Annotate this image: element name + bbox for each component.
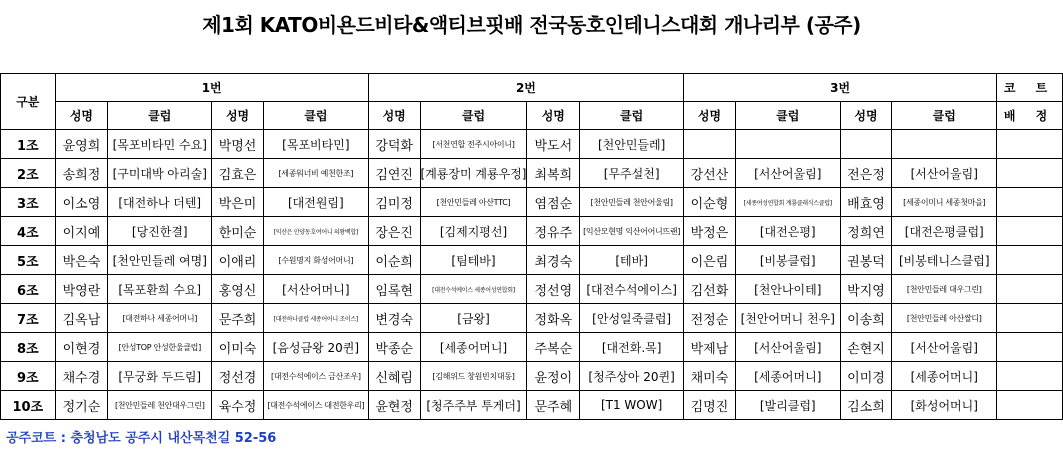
- name-column-header: 성명: [840, 102, 892, 130]
- player-club: [서산어울림]: [892, 159, 997, 188]
- player-name: 최경숙: [527, 246, 580, 275]
- player-name: 배효영: [840, 188, 892, 217]
- player-name: 이미숙: [212, 333, 264, 362]
- player-club: [천안민들레 천안대우그린]: [108, 391, 212, 420]
- player-club: [김제지평선]: [420, 217, 527, 246]
- player-club: [당진한결]: [108, 217, 212, 246]
- name-column-header: 성명: [212, 102, 264, 130]
- player-club: [서산어울림]: [892, 333, 997, 362]
- court-assignment-cell: [997, 217, 1063, 246]
- player-name: 채미숙: [684, 362, 736, 391]
- name-column-header: 성명: [527, 102, 580, 130]
- player-name: 정선경: [212, 362, 264, 391]
- player-name: 이순희: [368, 246, 420, 275]
- player-name: 김미정: [368, 188, 420, 217]
- player-club: [서산어머니]: [263, 275, 368, 304]
- player-club: [대전수석에이스 세종어성연합회]: [420, 275, 527, 304]
- player-name: 정희연: [840, 217, 892, 246]
- player-club: [무궁화 두드림]: [108, 362, 212, 391]
- club-column-header: 클럽: [108, 102, 212, 130]
- player-club: [목포비타민 수요]: [108, 130, 212, 159]
- name-column-header: 성명: [55, 102, 108, 130]
- player-club: [화성어머니]: [892, 391, 997, 420]
- player-club: [대전하나클럽 세종어어니 조이스]: [263, 304, 368, 333]
- player-name: 김선화: [684, 275, 736, 304]
- player-name: 염점순: [527, 188, 580, 217]
- player-club: [서산어울림]: [735, 159, 840, 188]
- court-assign-header: 코 트: [997, 74, 1063, 102]
- player-name: 임록현: [368, 275, 420, 304]
- player-name: 박은숙: [55, 246, 108, 275]
- table-row: [1, 246, 1063, 275]
- player-club: [천안민들레]: [580, 130, 684, 159]
- player-club: [테바]: [580, 246, 684, 275]
- player-name: 이은림: [684, 246, 736, 275]
- player-club: [안성TOP 안성한울클럽]: [108, 333, 212, 362]
- court-2-header: 2번: [368, 74, 683, 102]
- court-assignment-cell: [997, 362, 1063, 391]
- table-row: [1, 188, 1063, 217]
- court-assignment-cell: [997, 275, 1063, 304]
- group-label: 10조: [1, 391, 56, 420]
- player-club: [안성일죽클럽]: [580, 304, 684, 333]
- player-name: 변경숙: [368, 304, 420, 333]
- player-club: [세종이미니 세종첫마을]: [892, 188, 997, 217]
- group-label: 6조: [1, 275, 56, 304]
- player-club: [대전화.목]: [580, 333, 684, 362]
- player-name: 이현경: [55, 333, 108, 362]
- player-name: 육수정: [212, 391, 264, 420]
- player-club: [세종여성연합회 계룡클래식스클럽]: [735, 188, 840, 217]
- player-name: 장은진: [368, 217, 420, 246]
- player-name: 박제남: [684, 333, 736, 362]
- player-club: [천안민들레 아산쌀디]: [892, 304, 997, 333]
- court-address: 공주코트 : 충청남도 공주시 내산목천길 52-56: [6, 431, 277, 446]
- player-name: 정화옥: [527, 304, 580, 333]
- group-label: 7조: [1, 304, 56, 333]
- player-club: [무주설천]: [580, 159, 684, 188]
- player-name: 이송희: [840, 304, 892, 333]
- player-club: [음성금왕 20퀸]: [263, 333, 368, 362]
- player-club: [대전은평]: [735, 217, 840, 246]
- player-name: 이지예: [55, 217, 108, 246]
- player-name: 최복희: [527, 159, 580, 188]
- group-label: 1조: [1, 130, 56, 159]
- player-club: [대전원림]: [263, 188, 368, 217]
- player-club: [세종어머니]: [892, 362, 997, 391]
- club-column-header: 클럽: [735, 102, 840, 130]
- assign-header: 배 정: [997, 102, 1063, 130]
- player-name: 손현지: [840, 333, 892, 362]
- player-club: [천안민들레 대우그린]: [892, 275, 997, 304]
- player-club: [서산어울림]: [735, 333, 840, 362]
- name-column-header: 성명: [368, 102, 420, 130]
- player-name: 김옥남: [55, 304, 108, 333]
- player-name: 박종순: [368, 333, 420, 362]
- player-name: 문주혜: [527, 391, 580, 420]
- court-assignment-cell: [997, 188, 1063, 217]
- court-assignment-cell: [997, 246, 1063, 275]
- court-assignment-cell: [997, 130, 1063, 159]
- player-name: 홍영신: [212, 275, 264, 304]
- player-club: [천안민들레 아산TTC]: [420, 188, 527, 217]
- player-club: [천안민들레 여명]: [108, 246, 212, 275]
- player-club: [892, 130, 997, 159]
- player-club: [목포환희 수요]: [108, 275, 212, 304]
- club-column-header: 클럽: [263, 102, 368, 130]
- player-name: 김명진: [684, 391, 736, 420]
- club-column-header: 클럽: [420, 102, 527, 130]
- page-title: 제1회 KATO비욘드비타&액티브핏배 전국동호인테니스대회 개나리부 (공주): [202, 12, 861, 37]
- court-1-header: 1번: [55, 74, 368, 102]
- player-name: 정선영: [527, 275, 580, 304]
- table-row: [1, 217, 1063, 246]
- player-club: [발리클럽]: [735, 391, 840, 420]
- player-name: 강덕화: [368, 130, 420, 159]
- group-label: 8조: [1, 333, 56, 362]
- group-label: 4조: [1, 217, 56, 246]
- player-name: 문주희: [212, 304, 264, 333]
- player-name: 이애리: [212, 246, 264, 275]
- name-column-header: 성명: [684, 102, 736, 130]
- player-name: 박은미: [212, 188, 264, 217]
- player-name: [684, 130, 736, 159]
- player-club: [천안나이테]: [735, 275, 840, 304]
- player-name: 윤현정: [368, 391, 420, 420]
- player-club: [대전하나 세종어머니]: [108, 304, 212, 333]
- club-column-header: 클럽: [892, 102, 997, 130]
- table-row: [1, 304, 1063, 333]
- court-assignment-cell: [997, 159, 1063, 188]
- player-name: 박도서: [527, 130, 580, 159]
- player-club: [천안어머니 천우]: [735, 304, 840, 333]
- player-name: 윤정이: [527, 362, 580, 391]
- player-club: [대전하나 더텐]: [108, 188, 212, 217]
- player-club: [대전수석에이스]: [580, 275, 684, 304]
- gubun-header: 구분: [1, 74, 56, 130]
- player-name: 권봉덕: [840, 246, 892, 275]
- player-club: [청주상아 20퀸]: [580, 362, 684, 391]
- table-row: [1, 391, 1063, 420]
- player-name: 전정순: [684, 304, 736, 333]
- group-label: 2조: [1, 159, 56, 188]
- player-club: [익산은 안양동호여어니 의왕백합]: [263, 217, 368, 246]
- group-label: 3조: [1, 188, 56, 217]
- player-name: 김연진: [368, 159, 420, 188]
- table-row: [1, 130, 1063, 159]
- player-name: 정기순: [55, 391, 108, 420]
- player-club: [수원명지 화성어머니]: [263, 246, 368, 275]
- table-row: [1, 362, 1063, 391]
- club-column-header: 클럽: [580, 102, 684, 130]
- table-row: [1, 159, 1063, 188]
- player-club: [T1 WOW]: [580, 391, 684, 420]
- player-club: [세종어머니]: [735, 362, 840, 391]
- player-club: [천안민들레 천안어울림]: [580, 188, 684, 217]
- court-assignment-cell: [997, 333, 1063, 362]
- player-name: 박정은: [684, 217, 736, 246]
- player-name: 송희정: [55, 159, 108, 188]
- player-club: [735, 130, 840, 159]
- player-name: 김효은: [212, 159, 264, 188]
- player-club: [세종워너비 예천한조]: [263, 159, 368, 188]
- player-name: 윤영희: [55, 130, 108, 159]
- player-club: [팀테바]: [420, 246, 527, 275]
- player-club: [서천연합 전주시아이니]: [420, 130, 527, 159]
- player-name: 정유주: [527, 217, 580, 246]
- player-name: 이미경: [840, 362, 892, 391]
- court-assignment-cell: [997, 391, 1063, 420]
- group-label: 5조: [1, 246, 56, 275]
- player-name: 박명선: [212, 130, 264, 159]
- player-club: [익산모현명 익산어어니뜨랜]: [580, 217, 684, 246]
- player-club: [대전수석에이스 대전한우리]: [263, 391, 368, 420]
- player-name: 강선산: [684, 159, 736, 188]
- player-club: [목포비타민]: [263, 130, 368, 159]
- player-name: 이소영: [55, 188, 108, 217]
- player-name: 채수경: [55, 362, 108, 391]
- table-row: [1, 275, 1063, 304]
- player-name: 전은정: [840, 159, 892, 188]
- player-name: 박영란: [55, 275, 108, 304]
- player-name: 김소희: [840, 391, 892, 420]
- player-name: 주복순: [527, 333, 580, 362]
- player-name: 박지영: [840, 275, 892, 304]
- court-3-header: 3번: [684, 74, 997, 102]
- player-name: 신혜림: [368, 362, 420, 391]
- player-club: [청주주부 투게더]: [420, 391, 527, 420]
- group-label: 9조: [1, 362, 56, 391]
- player-name: 한미순: [212, 217, 264, 246]
- court-assignment-cell: [997, 304, 1063, 333]
- player-name: [840, 130, 892, 159]
- player-club: [금왕]: [420, 304, 527, 333]
- player-club: [대전은평클럽]: [892, 217, 997, 246]
- player-club: [비봉테니스클럽]: [892, 246, 997, 275]
- player-club: [비봉클럽]: [735, 246, 840, 275]
- draw-table: [0, 73, 1063, 420]
- player-club: [세종어머니]: [420, 333, 527, 362]
- table-row: [1, 333, 1063, 362]
- player-club: [김해위드 창원빈치대동]: [420, 362, 527, 391]
- player-club: [구미대박 아리술]: [108, 159, 212, 188]
- player-club: [계룡장미 계룡우정]: [420, 159, 527, 188]
- player-name: 이순형: [684, 188, 736, 217]
- player-club: [대전수석에이스 금산조우]: [263, 362, 368, 391]
